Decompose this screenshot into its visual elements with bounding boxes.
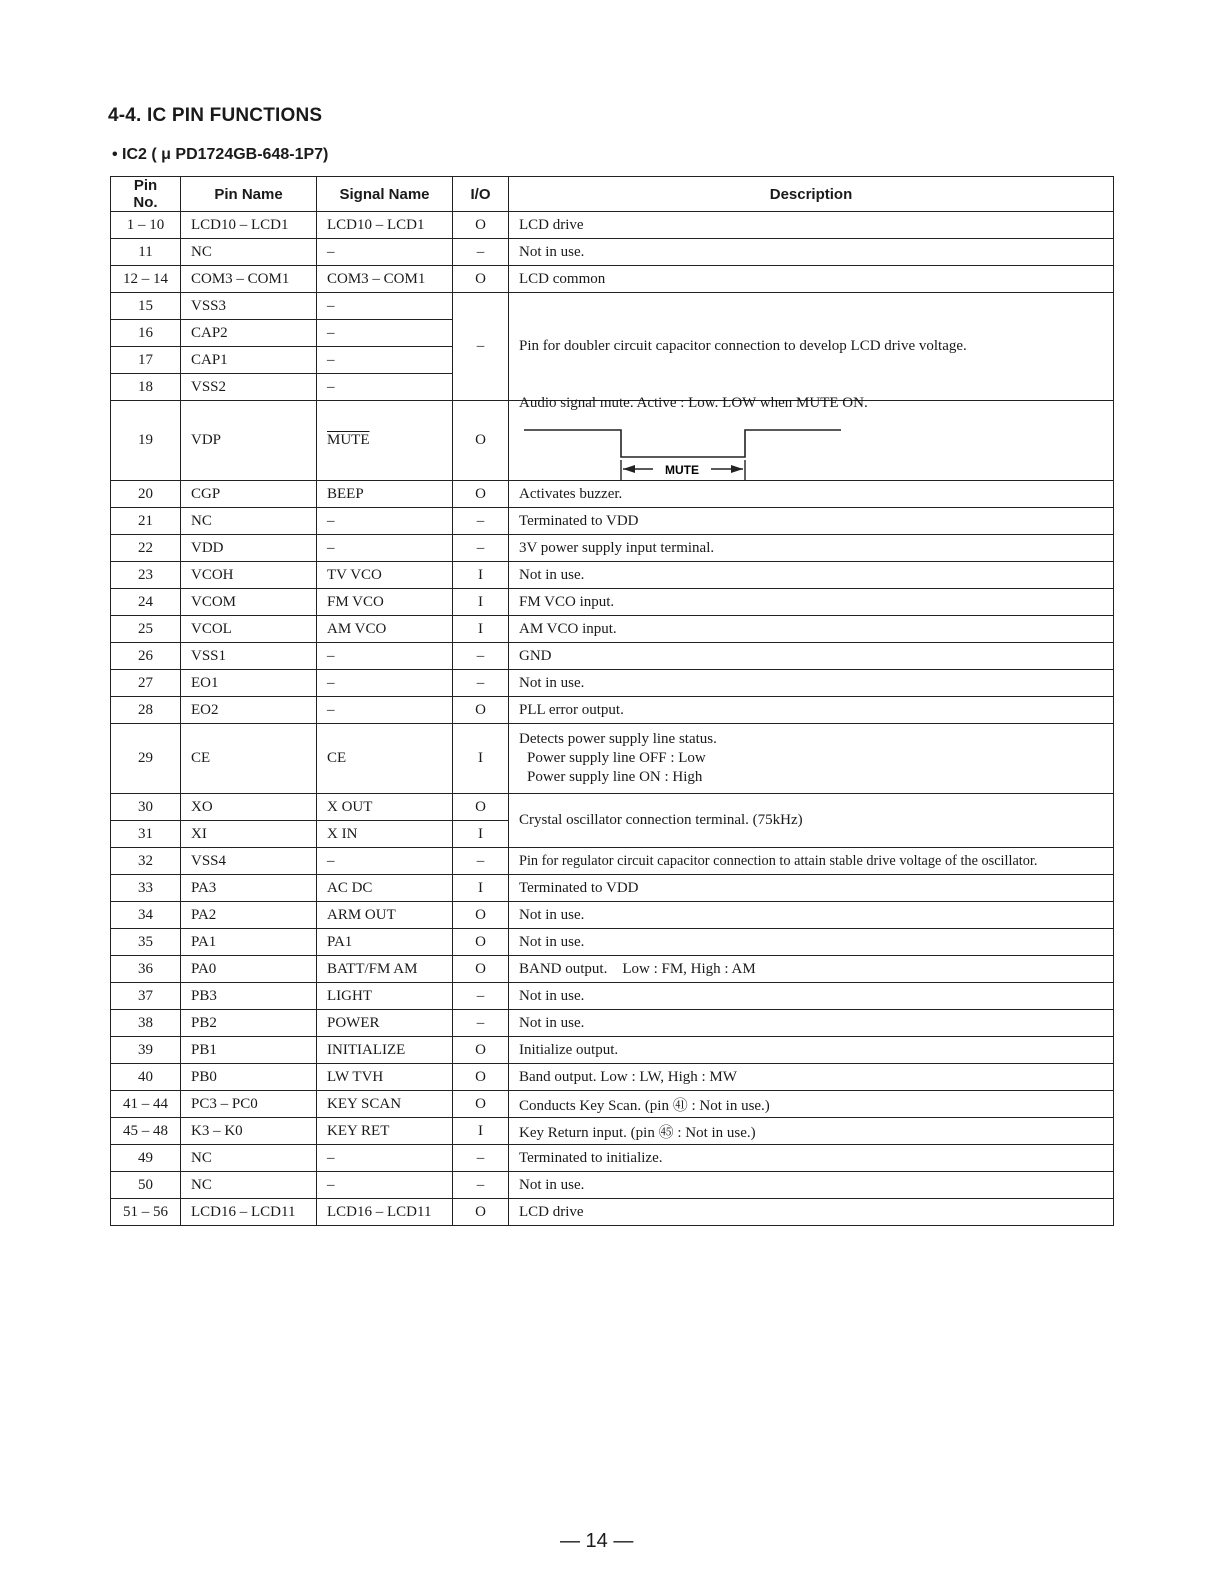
io: – [453, 508, 509, 535]
pin-no: 29 [111, 724, 181, 794]
io: O [453, 1199, 509, 1226]
header-description: Description [509, 177, 1114, 212]
io: O [453, 929, 509, 956]
table-row [111, 562, 1114, 589]
pin-name: COM3 – COM1 [181, 266, 317, 293]
description: LCD common [509, 266, 1114, 293]
io: I [453, 562, 509, 589]
pin-name: NC [181, 1172, 317, 1199]
table-row [111, 1145, 1114, 1172]
table-row [111, 902, 1114, 929]
signal-name: – [317, 347, 453, 374]
mute-waveform-line [524, 430, 841, 457]
io: – [453, 670, 509, 697]
signal-name: – [317, 320, 453, 347]
pin-no: 38 [111, 1010, 181, 1037]
pin-no: 34 [111, 902, 181, 929]
pin-name: NC [181, 508, 317, 535]
signal-name: ARM OUT [317, 902, 453, 929]
description: PLL error output. [509, 697, 1114, 724]
table-row [111, 956, 1114, 983]
signal-name: – [317, 508, 453, 535]
pin-name: PA2 [181, 902, 317, 929]
table-row [111, 1172, 1114, 1199]
description: Key Return input. (pin ㊺ : Not in use.) [509, 1118, 1114, 1145]
pin-no: 35 [111, 929, 181, 956]
signal-name: TV VCO [317, 562, 453, 589]
io: O [453, 1037, 509, 1064]
io: O [453, 902, 509, 929]
signal-name: – [317, 848, 453, 875]
description: Not in use. [509, 1172, 1114, 1199]
description: Activates buzzer. [509, 481, 1114, 508]
signal-name: BEEP [317, 481, 453, 508]
pin-name: CAP2 [181, 320, 317, 347]
signal-name: – [317, 374, 453, 401]
io: O [453, 794, 509, 821]
signal-name: BATT/FM AM [317, 956, 453, 983]
io: I [453, 724, 509, 794]
signal-name: – [317, 643, 453, 670]
io: – [453, 643, 509, 670]
pin-name: VSS4 [181, 848, 317, 875]
table-row [111, 724, 1114, 794]
pin-no: 49 [111, 1145, 181, 1172]
pin-name: VCOM [181, 589, 317, 616]
io: – [453, 1172, 509, 1199]
table-row [111, 794, 1114, 821]
pin-no: 20 [111, 481, 181, 508]
signal-name: PA1 [317, 929, 453, 956]
signal-name: CE [317, 724, 453, 794]
table-row [111, 1199, 1114, 1226]
description: Not in use. [509, 929, 1114, 956]
pin-no: 23 [111, 562, 181, 589]
io: – [453, 1010, 509, 1037]
io: – [453, 983, 509, 1010]
pin-no: 24 [111, 589, 181, 616]
pin-name: PA1 [181, 929, 317, 956]
description-line: Power supply line ON : High [527, 769, 703, 785]
description: BAND output. Low : FM, High : AM [509, 956, 1114, 983]
mute-wave-label: MUTE [665, 463, 699, 477]
table-row [111, 1010, 1114, 1037]
table-row [111, 875, 1114, 902]
io: O [453, 212, 509, 239]
pin-name: PB1 [181, 1037, 317, 1064]
description: Crystal oscillator connection terminal. (75kHz) [509, 794, 1114, 848]
description: GND [509, 643, 1114, 670]
table-row [111, 643, 1114, 670]
pin-name: PA3 [181, 875, 317, 902]
pin-no: 31 [111, 821, 181, 848]
table-header-row [111, 177, 1114, 212]
table-row [111, 697, 1114, 724]
pin-no: 30 [111, 794, 181, 821]
signal-name: LCD10 – LCD1 [317, 212, 453, 239]
header-signal-name: Signal Name [317, 177, 453, 212]
pin-no: 33 [111, 875, 181, 902]
io: – [453, 293, 509, 401]
pin-name: EO2 [181, 697, 317, 724]
io: – [453, 535, 509, 562]
signal-name: FM VCO [317, 589, 453, 616]
table-row [111, 266, 1114, 293]
signal-name: – [317, 670, 453, 697]
pin-name: LCD10 – LCD1 [181, 212, 317, 239]
description-text: Audio signal mute. Active : Low. LOW when MUTE ON. [519, 395, 868, 411]
table-row [111, 535, 1114, 562]
pin-no: 15 [111, 293, 181, 320]
description: Not in use. [509, 983, 1114, 1010]
description: Pin for doubler circuit capacitor connection to develop LCD drive voltage. [509, 293, 1114, 401]
header-pin-name: Pin Name [181, 177, 317, 212]
table-row [111, 239, 1114, 266]
table-row [111, 212, 1114, 239]
description [509, 395, 1114, 481]
pin-no: 11 [111, 239, 181, 266]
pin-functions-table [110, 176, 1114, 1226]
description: Not in use. [509, 902, 1114, 929]
pin-name: PA0 [181, 956, 317, 983]
signal-name: LIGHT [317, 983, 453, 1010]
table-row [111, 670, 1114, 697]
description: Terminated to VDD [509, 508, 1114, 535]
pin-name: CE [181, 724, 317, 794]
description: Pin for regulator circuit capacitor connection to attain stable drive voltage of the oscillator. [509, 848, 1114, 875]
pin-name: XO [181, 794, 317, 821]
table-row [111, 293, 1114, 320]
pin-name: PB0 [181, 1064, 317, 1091]
table-row [111, 481, 1114, 508]
ic-title: • IC2 ( μ PD1724GB-648-1P7) [112, 146, 329, 163]
io: – [453, 1145, 509, 1172]
pin-no: 26 [111, 643, 181, 670]
pin-no: 25 [111, 616, 181, 643]
pin-name: NC [181, 239, 317, 266]
io: – [453, 239, 509, 266]
io: O [453, 1064, 509, 1091]
signal-name: X IN [317, 821, 453, 848]
table-row [111, 1037, 1114, 1064]
io: I [453, 1118, 509, 1145]
description: Terminated to VDD [509, 875, 1114, 902]
signal-name: KEY RET [317, 1118, 453, 1145]
table-row [111, 401, 1114, 481]
io: I [453, 616, 509, 643]
description: Terminated to initialize. [509, 1145, 1114, 1172]
pin-no: 21 [111, 508, 181, 535]
signal-name: KEY SCAN [317, 1091, 453, 1118]
pin-no: 39 [111, 1037, 181, 1064]
pin-name: CGP [181, 481, 317, 508]
pin-name: VSS2 [181, 374, 317, 401]
pin-no: 50 [111, 1172, 181, 1199]
description: LCD drive [509, 1199, 1114, 1226]
table-row [111, 616, 1114, 643]
io: O [453, 481, 509, 508]
pin-no: 12 – 14 [111, 266, 181, 293]
pin-name: VDP [181, 401, 317, 481]
pin-name: CAP1 [181, 347, 317, 374]
pin-no: 32 [111, 848, 181, 875]
pin-name: XI [181, 821, 317, 848]
description: 3V power supply input terminal. [509, 535, 1114, 562]
signal-name: – [317, 697, 453, 724]
signal-name [317, 401, 453, 481]
table-row [111, 1091, 1114, 1118]
pin-no: 17 [111, 347, 181, 374]
description: FM VCO input. [509, 589, 1114, 616]
description-line: Detects power supply line status. [519, 731, 717, 747]
description: AM VCO input. [509, 616, 1114, 643]
description: Not in use. [509, 1010, 1114, 1037]
pin-name: VSS3 [181, 293, 317, 320]
pin-no: 37 [111, 983, 181, 1010]
io: O [453, 1091, 509, 1118]
pin-name: VSS1 [181, 643, 317, 670]
pin-name: PB3 [181, 983, 317, 1010]
description-line: Power supply line OFF : Low [527, 750, 706, 766]
pin-no: 18 [111, 374, 181, 401]
signal-name: AM VCO [317, 616, 453, 643]
signal-name: – [317, 1172, 453, 1199]
description: Band output. Low : LW, High : MW [509, 1064, 1114, 1091]
pin-no: 36 [111, 956, 181, 983]
signal-name: COM3 – COM1 [317, 266, 453, 293]
table-row [111, 508, 1114, 535]
table-row [111, 589, 1114, 616]
signal-name: LW TVH [317, 1064, 453, 1091]
signal-name: POWER [317, 1010, 453, 1037]
table-row [111, 1118, 1114, 1145]
pin-name: VCOL [181, 616, 317, 643]
pin-no: 45 – 48 [111, 1118, 181, 1145]
signal-name: LCD16 – LCD11 [317, 1199, 453, 1226]
table-row [111, 1064, 1114, 1091]
description: LCD drive [509, 212, 1114, 239]
header-pin-no: Pin No. [111, 177, 181, 212]
description: Not in use. [509, 562, 1114, 589]
io: – [453, 848, 509, 875]
pin-name: PB2 [181, 1010, 317, 1037]
header-io: I/O [453, 177, 509, 212]
signal-name: AC DC [317, 875, 453, 902]
pin-name: VDD [181, 535, 317, 562]
pin-name: EO1 [181, 670, 317, 697]
mute-arrow-right-head [731, 465, 743, 473]
signal-name: – [317, 535, 453, 562]
page-number: — 14 — [560, 1530, 634, 1552]
pin-name: K3 – K0 [181, 1118, 317, 1145]
io: I [453, 821, 509, 848]
signal-name: – [317, 293, 453, 320]
description: Not in use. [509, 670, 1114, 697]
mute-arrow-left-head [623, 465, 635, 473]
io: O [453, 266, 509, 293]
pin-no: 40 [111, 1064, 181, 1091]
pin-name: VCOH [181, 562, 317, 589]
io: O [453, 956, 509, 983]
description: Conducts Key Scan. (pin ㊶ : Not in use.) [509, 1091, 1114, 1118]
pin-no: 51 – 56 [111, 1199, 181, 1226]
pin-no: 41 – 44 [111, 1091, 181, 1118]
pin-no: 27 [111, 670, 181, 697]
pin-no: 28 [111, 697, 181, 724]
pin-name: NC [181, 1145, 317, 1172]
mute-timing-waveform [519, 416, 849, 480]
description: Initialize output. [509, 1037, 1114, 1064]
signal-name: X OUT [317, 794, 453, 821]
pin-no: 22 [111, 535, 181, 562]
table-row [111, 848, 1114, 875]
pin-name: PC3 – PC0 [181, 1091, 317, 1118]
description [509, 724, 1114, 794]
description: Not in use. [509, 239, 1114, 266]
pin-no: 16 [111, 320, 181, 347]
section-title: 4-4. IC PIN FUNCTIONS [108, 105, 323, 126]
table-row [111, 983, 1114, 1010]
pin-no: 1 – 10 [111, 212, 181, 239]
pin-name: LCD16 – LCD11 [181, 1199, 317, 1226]
signal-name: INITIALIZE [317, 1037, 453, 1064]
io: O [453, 401, 509, 481]
table-row [111, 929, 1114, 956]
signal-name-text: MUTE [327, 432, 370, 448]
signal-name: – [317, 239, 453, 266]
io: I [453, 875, 509, 902]
io: O [453, 697, 509, 724]
signal-name: – [317, 1145, 453, 1172]
pin-no: 19 [111, 401, 181, 481]
io: I [453, 589, 509, 616]
